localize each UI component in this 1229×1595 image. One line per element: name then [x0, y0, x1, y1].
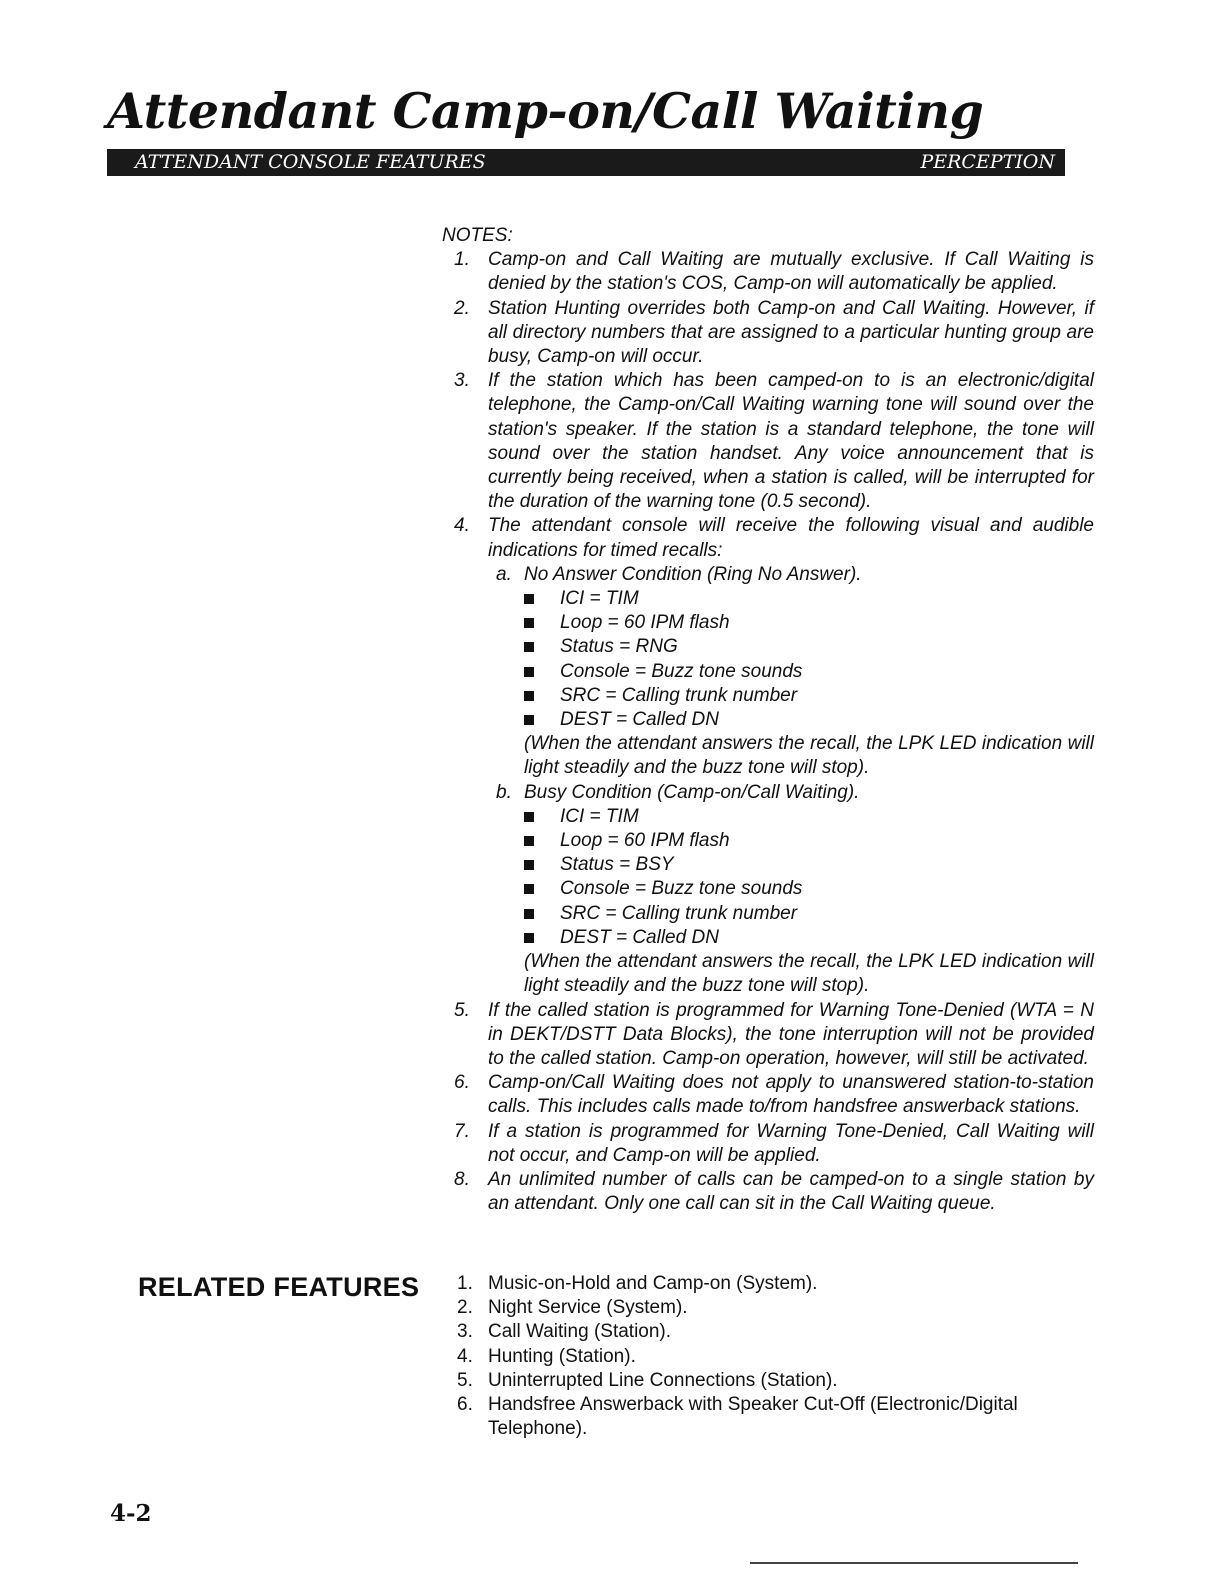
note-number: 8.: [454, 1168, 470, 1190]
page-number: 4-2: [110, 1500, 152, 1527]
related-text: Uninterrupted Line Connections (Station).: [488, 1369, 838, 1391]
bullet-square-icon: [524, 715, 534, 725]
related-number: 1.: [457, 1273, 473, 1294]
related-number: 2.: [457, 1297, 473, 1319]
related-text: Night Service (System).: [488, 1297, 688, 1319]
indication-item: DEST = Called DN: [524, 708, 1094, 732]
note-text: An unlimited number of calls can be camped-on to a single station by an attendant. Only one call can sit in the Call Waiting queue.: [488, 1168, 1094, 1215]
notes-heading: NOTES:: [442, 225, 513, 246]
section-label: ATTENDANT CONSOLE FEATURES: [135, 151, 486, 173]
related-feature-item: [442, 1296, 1094, 1320]
note-text: If a station is programmed for Warning Tone-Denied, Call Waiting will not occur, and Camp-on will be applied.: [488, 1120, 1094, 1166]
related-text: Hunting (Station).: [488, 1345, 636, 1367]
note-item: [442, 1120, 1094, 1168]
notes-section: [442, 224, 1094, 1216]
related-number: 6.: [457, 1394, 473, 1416]
indication-list: [524, 805, 1094, 950]
note-item: [442, 1168, 1094, 1216]
condition-label: a.: [496, 563, 512, 585]
condition-footnote: (When the attendant answers the recall, the LPK LED indication will light steadily and the buzz tone will stop).: [524, 733, 1094, 779]
bullet-square-icon: [524, 594, 534, 604]
note-number: 7.: [454, 1120, 470, 1142]
indication-item: Loop = 60 IPM flash: [524, 829, 1094, 853]
condition-footnote: (When the attendant answers the recall, the LPK LED indication will light steadily and the buzz tone will stop).: [524, 951, 1094, 997]
note-text: Station Hunting overrides both Camp-on and Call Waiting. However, if all directory numbers that are assigned to a particular hunting group are busy, Camp-on will occur.: [488, 297, 1094, 368]
indication-item: ICI = TIM: [524, 587, 1094, 611]
footer-rule: [750, 1562, 1078, 1564]
related-text: Handsfree Answerback with Speaker Cut-Off (Electronic/Digital Telephone).: [488, 1394, 1018, 1440]
bullet-square-icon: [524, 667, 534, 677]
indication-item: ICI = TIM: [524, 805, 1094, 829]
indication-list: [524, 587, 1094, 732]
related-number: 3.: [457, 1321, 473, 1343]
note-item: [442, 1071, 1094, 1119]
page-title: Attendant Camp-on/Call Waiting: [107, 82, 984, 140]
indication-item: Status = RNG: [524, 635, 1094, 659]
note-number: 3.: [454, 370, 470, 392]
product-label: PERCEPTION: [920, 151, 1055, 173]
indication-item: Loop = 60 IPM flash: [524, 611, 1094, 635]
related-feature-item: [442, 1272, 1094, 1296]
note-text: Camp-on/Call Waiting does not apply to unanswered station-to-station calls. This includes calls made to/from handsfree answerback stations.: [488, 1072, 1094, 1118]
note-item: [442, 297, 1094, 370]
condition-title: Busy Condition (Camp-on/Call Waiting).: [524, 781, 860, 803]
notes-list: [442, 248, 1094, 1216]
related-features-heading: RELATED FEATURES: [138, 1272, 420, 1302]
indication-item: Console = Buzz tone sounds: [524, 660, 1094, 684]
related-text: Call Waiting (Station).: [488, 1321, 672, 1343]
condition-label: b.: [496, 781, 512, 803]
note-text: Camp-on and Call Waiting are mutually exclusive. If Call Waiting is denied by the station's COS, Camp-on will automatically be applied.: [488, 249, 1094, 295]
note-text: If the station which has been camped-on to is an electronic/digital telephone, the Camp-on/Call Waiting warning tone will sound over the station's speaker. If the station is a standard telephone, the tone will sound over the station handset. Any voice announcement that is currently being received, when a station is called, will be interrupted for the duration of the warning tone (0.5 second).: [488, 370, 1094, 513]
recall-condition: [488, 781, 1094, 999]
bullet-square-icon: [524, 642, 534, 652]
indication-item: DEST = Called DN: [524, 926, 1094, 950]
note-number: 4.: [454, 515, 470, 537]
related-feature-item: [442, 1393, 1094, 1441]
bullet-square-icon: [524, 812, 534, 822]
related-features-list: [442, 1272, 1094, 1441]
related-number: 4.: [457, 1345, 473, 1367]
section-banner: [107, 149, 1065, 176]
note-item: [442, 514, 1094, 998]
note-number: 6.: [454, 1072, 470, 1094]
related-text: Music-on-Hold and Camp-on (System).: [488, 1273, 818, 1294]
related-feature-item: [442, 1369, 1094, 1393]
recall-condition: [488, 563, 1094, 781]
bullet-square-icon: [524, 860, 534, 870]
related-feature-item: [442, 1345, 1094, 1369]
condition-title: No Answer Condition (Ring No Answer).: [524, 563, 862, 585]
note-number: 2.: [454, 297, 470, 319]
indication-item: SRC = Calling trunk number: [524, 902, 1094, 926]
note-number: 1.: [454, 249, 470, 271]
indication-item: Status = BSY: [524, 853, 1094, 877]
related-number: 5.: [457, 1369, 473, 1391]
related-feature-item: [442, 1320, 1094, 1344]
note-text: The attendant console will receive the following visual and audible indications for timed recalls:: [488, 515, 1094, 561]
note-number: 5.: [454, 999, 470, 1021]
bullet-square-icon: [524, 618, 534, 628]
note-item: [442, 369, 1094, 514]
note-item: [442, 999, 1094, 1072]
bullet-square-icon: [524, 909, 534, 919]
bullet-square-icon: [524, 836, 534, 846]
bullet-square-icon: [524, 933, 534, 943]
indication-item: SRC = Calling trunk number: [524, 684, 1094, 708]
note-text: If the called station is programmed for Warning Tone-Denied (WTA = N in DEKT/DSTT Data Blocks), the tone interruption will not be provided to the called station. Camp-on operation, however, will still be activated.: [488, 999, 1094, 1069]
note-item: [442, 248, 1094, 296]
bullet-square-icon: [524, 691, 534, 701]
bullet-square-icon: [524, 884, 534, 894]
indication-item: Console = Buzz tone sounds: [524, 877, 1094, 901]
